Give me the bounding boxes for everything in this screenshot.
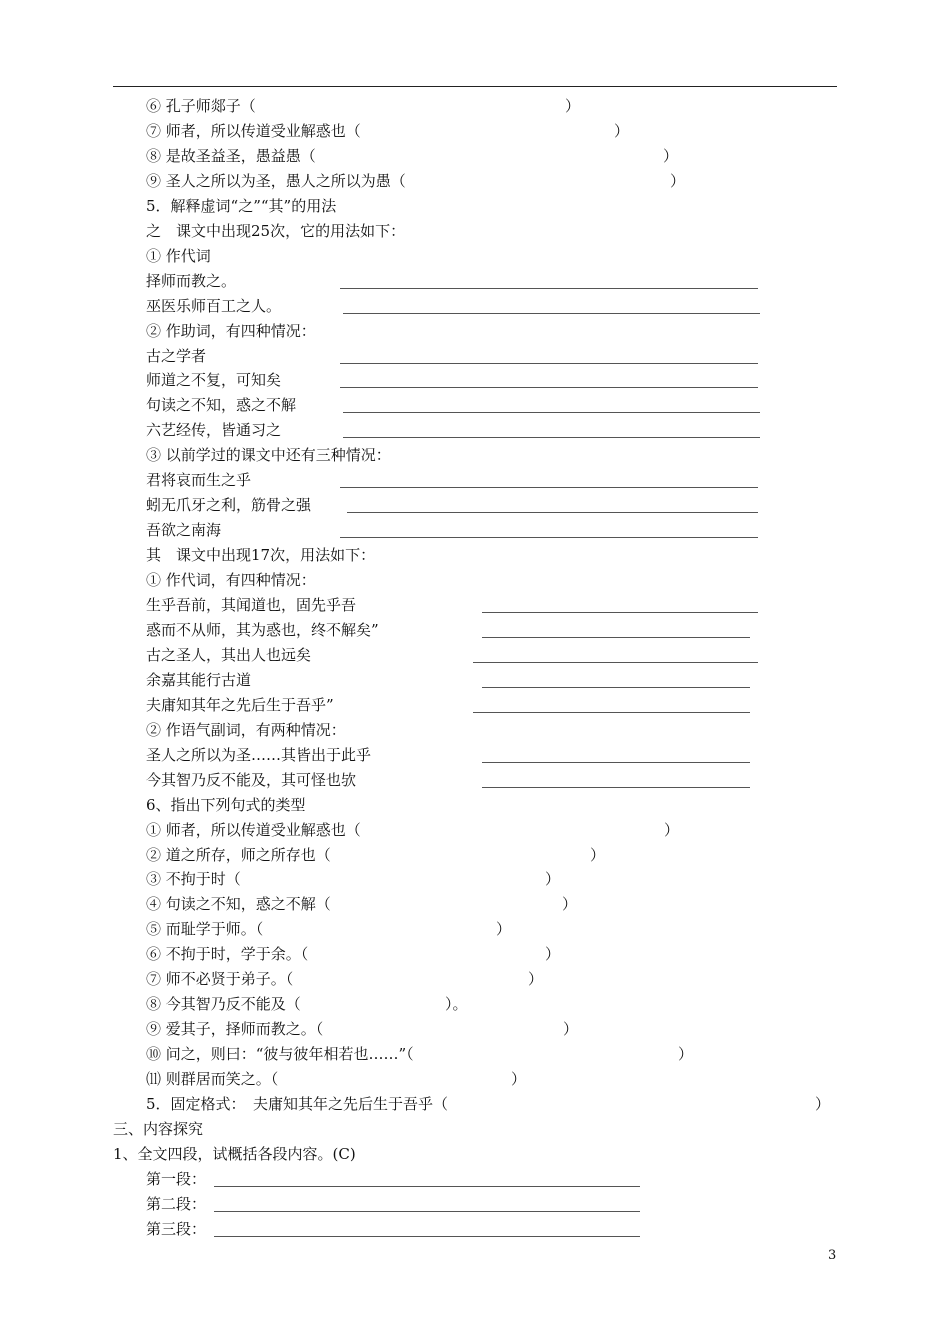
worksheet-line: 君将哀而生之乎 bbox=[146, 471, 252, 490]
worksheet-line: 师道之不复，可知矣 bbox=[146, 371, 282, 390]
answer-blank-line[interactable] bbox=[340, 387, 758, 388]
worksheet-line: ⑥ 不拘于时，学于余。（ bbox=[146, 945, 309, 964]
answer-paren-close: ）。 bbox=[445, 995, 468, 1014]
answer-blank-line[interactable] bbox=[340, 537, 758, 538]
worksheet-line: 蚓无爪牙之利，筋骨之强 bbox=[146, 496, 312, 515]
page-number: 3 bbox=[828, 1248, 837, 1263]
worksheet-line: 第三段： bbox=[146, 1219, 207, 1238]
answer-paren-close: ） bbox=[664, 820, 680, 839]
worksheet-line: ② 道之所存，师之所存也（ bbox=[146, 845, 331, 864]
worksheet-line: ⑦ 师者，所以传道受业解惑也（ bbox=[146, 121, 361, 140]
answer-blank-line[interactable] bbox=[482, 637, 750, 638]
worksheet-line: 择师而教之。 bbox=[146, 271, 237, 290]
worksheet-line: 其 课文中出现17次，用法如下： bbox=[146, 546, 376, 565]
answer-blank-line[interactable] bbox=[482, 762, 750, 763]
answer-paren-close: ） bbox=[545, 870, 561, 889]
answer-paren-close: ） bbox=[528, 970, 544, 989]
worksheet-line: ② 作助词，有四种情况： bbox=[146, 321, 316, 340]
worksheet-line: ③ 以前学过的课文中还有三种情况： bbox=[146, 446, 391, 465]
worksheet-line: 吾欲之南海 bbox=[146, 521, 222, 540]
worksheet-line: ⑥ 孔子师郯子（ bbox=[146, 97, 256, 115]
worksheet-line: 古之学者 bbox=[146, 346, 207, 365]
worksheet-line: 巫医乐师百工之人。 bbox=[146, 296, 282, 315]
answer-paren-close: ） bbox=[496, 920, 512, 939]
worksheet-line: ② 作语气副词，有两种情况： bbox=[146, 720, 346, 739]
answer-paren-close: ） bbox=[565, 97, 581, 115]
answer-paren-close: ） bbox=[563, 1020, 579, 1039]
answer-paren-close: ） bbox=[562, 895, 578, 914]
worksheet-line: ⑤ 而耻学于师。（ bbox=[146, 920, 264, 939]
worksheet-line: 第一段： bbox=[146, 1169, 207, 1188]
answer-paren-close: ） bbox=[670, 171, 686, 190]
answer-blank-line[interactable] bbox=[473, 712, 750, 713]
answer-blank-line[interactable] bbox=[343, 437, 760, 438]
worksheet-line: 1、全文四段，试概括各段内容。(C) bbox=[113, 1144, 356, 1163]
answer-paren-close: ） bbox=[815, 1095, 831, 1113]
worksheet-line: 6、指出下列句式的类型 bbox=[146, 795, 306, 814]
answer-blank-line[interactable] bbox=[214, 1211, 640, 1212]
answer-blank-line[interactable] bbox=[340, 487, 758, 488]
worksheet-line: ⑦ 师不必贤于弟子。（ bbox=[146, 970, 294, 989]
worksheet-line: ⑾ 则群居而笑之。（ bbox=[146, 1070, 279, 1089]
answer-paren-close: ） bbox=[663, 146, 679, 165]
answer-blank-line[interactable] bbox=[473, 662, 758, 663]
worksheet-line: 句读之不知，惑之不解 bbox=[146, 396, 297, 415]
answer-blank-line[interactable] bbox=[343, 313, 760, 314]
worksheet-line: ⑧ 是故圣益圣，愚益愚（ bbox=[146, 146, 316, 165]
worksheet-line: ① 作代词 bbox=[146, 246, 211, 265]
answer-blank-line[interactable] bbox=[482, 612, 758, 613]
answer-paren-close: ） bbox=[614, 121, 630, 140]
worksheet-line: 第二段： bbox=[146, 1194, 207, 1213]
answer-paren-close: ） bbox=[678, 1045, 694, 1064]
worksheet-line: ③ 不拘于时（ bbox=[146, 870, 241, 889]
worksheet-line: ⑨ 爱其子，择师而教之。（ bbox=[146, 1020, 324, 1039]
worksheet-line: ⑧ 今其智乃反不能及（ bbox=[146, 995, 301, 1014]
worksheet-line: ④ 句读之不知，惑之不解（ bbox=[146, 895, 331, 914]
worksheet-line: 古之圣人，其出人也远矣 bbox=[146, 645, 312, 664]
worksheet-line: ① 作代词，有四种情况： bbox=[146, 571, 316, 590]
answer-paren-close: ） bbox=[545, 945, 561, 964]
answer-blank-line[interactable] bbox=[482, 687, 750, 688]
answer-paren-close: ） bbox=[511, 1070, 527, 1089]
worksheet-line: 今其智乃反不能及，其可怪也欤 bbox=[146, 770, 357, 789]
worksheet-line: 三、内容探究 bbox=[113, 1119, 204, 1138]
answer-blank-line[interactable] bbox=[214, 1236, 640, 1237]
header-rule bbox=[113, 86, 837, 87]
answer-blank-line[interactable] bbox=[340, 288, 758, 289]
worksheet-line: 余嘉其能行古道 bbox=[146, 670, 252, 689]
worksheet-line: 圣人之所以为圣……其皆出于此乎 bbox=[146, 745, 372, 764]
worksheet-line: 惑而不从师，其为惑也，终不解矣” bbox=[146, 620, 379, 639]
worksheet-line: 夫庸知其年之先后生于吾乎” bbox=[146, 695, 334, 714]
answer-blank-line[interactable] bbox=[343, 412, 760, 413]
worksheet-line: 生乎吾前，其闻道也，固先乎吾 bbox=[146, 596, 357, 614]
answer-blank-line[interactable] bbox=[482, 787, 750, 788]
worksheet-line: 5．解释虚词“之”“其”的用法 bbox=[146, 196, 337, 215]
worksheet-line: 六艺经传，皆通习之 bbox=[146, 421, 282, 440]
worksheet-line: ① 师者，所以传道受业解惑也（ bbox=[146, 820, 361, 839]
worksheet-line: 5．固定格式： 夫庸知其年之先后生于吾乎（ bbox=[146, 1095, 449, 1113]
worksheet-line: 之 课文中出现25次，它的用法如下： bbox=[146, 221, 406, 240]
answer-blank-line[interactable] bbox=[214, 1186, 640, 1187]
answer-paren-close: ） bbox=[590, 845, 606, 864]
worksheet-line: ⑩ 问之，则曰：“彼与彼年相若也……”（ bbox=[146, 1045, 414, 1064]
answer-blank-line[interactable] bbox=[347, 512, 758, 513]
worksheet-line: ⑨ 圣人之所以为圣，愚人之所以为愚（ bbox=[146, 171, 406, 190]
answer-blank-line[interactable] bbox=[340, 363, 758, 364]
